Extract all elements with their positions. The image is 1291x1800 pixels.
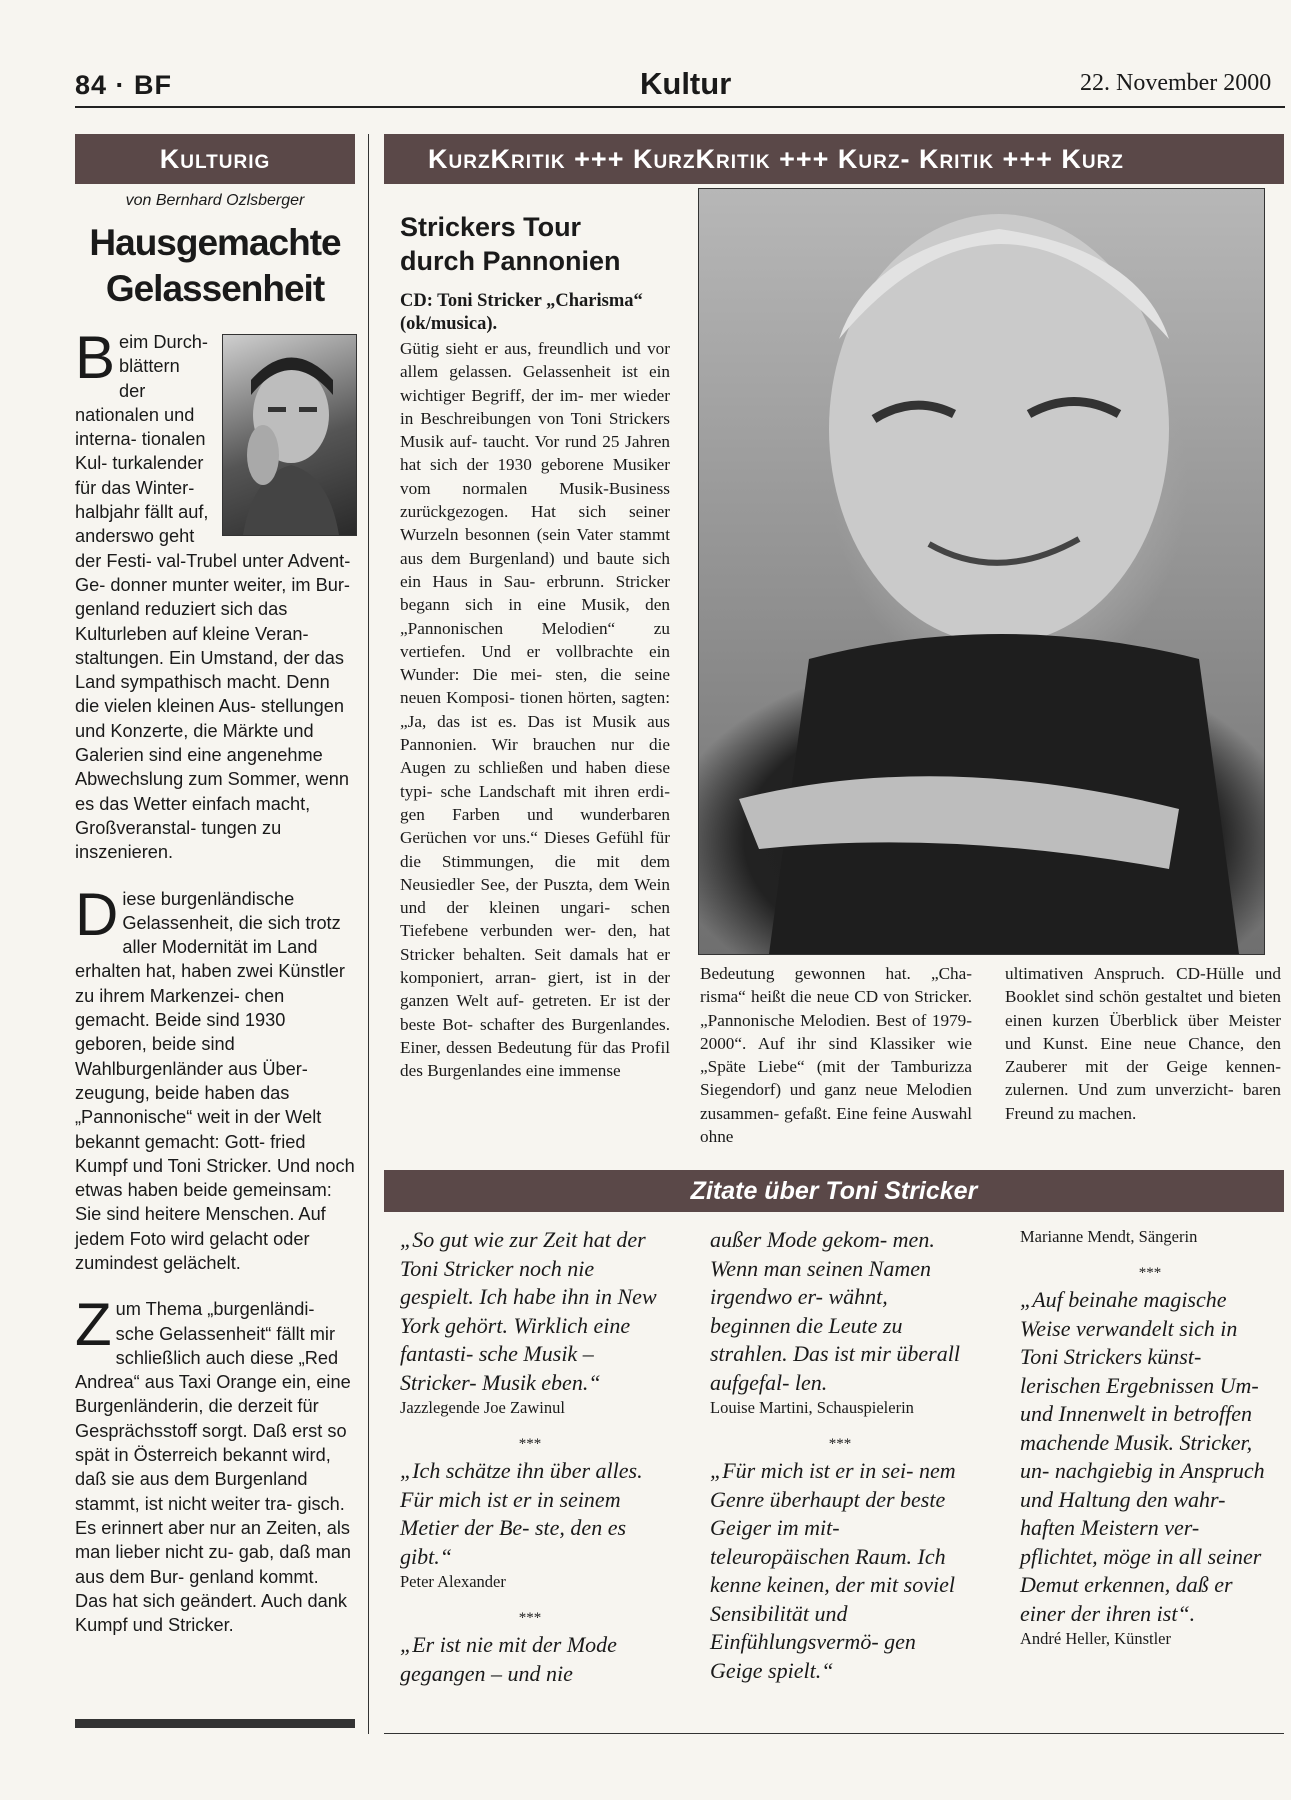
quote-source: Louise Martini, Schauspielerin [710,1398,914,1417]
page-number: 84 · BF [75,70,173,100]
header-rule [75,106,1285,108]
drop-cap: D [75,880,119,948]
separator-stars: *** [518,1610,542,1626]
quote-column-3 [1020,1226,1280,1650]
zitate-bottom-rule [384,1733,1284,1734]
article-title [400,210,621,278]
quote: „Für mich ist er in sei- nem Genre überhaupt der beste Geiger im mit- teleuropäischen Raum. Ich kenne keinen, der mit soviel Sensibilität und Einfühlungsvermö- gen Geige spielt.“ [710,1458,956,1683]
column-end-bar [75,1719,355,1728]
column-title: Kulturig [75,134,355,184]
section-title: Kultur [640,66,732,101]
author-portrait [222,334,357,536]
zitate-bar: Zitate über Toni Stricker [384,1170,1284,1212]
separator-stars: *** [828,1436,852,1452]
quote-source: Marianne Mendt, Sängerin [1020,1227,1198,1246]
issue-date: 22. November 2000 [1080,70,1272,96]
article-body-3: ultimativen Anspruch. CD-Hülle und Booklet sind schön gestaltet und bieten einen kurzen Überblick über Meister und Kunst. Eine neue Chance, den Zauberer mit der Geige kennen- zulernen. Und zum unverzicht- baren Freund zu machen. [1005,964,1281,1123]
quote: „Auf beinahe magische Weise verwandelt sich in Toni Strickers künst- lerischen Ergebnissen Um- und Innenwelt in betroffen machende Musik. Stricker, un- nachgiebig in Anspruch und Haltung den wahr- haften Meistern ver- pflichtet, möge in all seiner Demut erkennen, daß er einer der ihren ist“. [1020,1287,1265,1626]
title-line: Strickers Tour [400,212,582,242]
quote: „Ich schätze ihn über alles. Für mich ist er in seinem Metier der Be- ste, den es gibt.“ [400,1458,643,1569]
paragraph-3 [75,1291,355,1637]
drop-cap: Z [75,1291,112,1359]
quote: außer Mode gekom- men. Wenn man seinen Namen irgendwo er- wähnt, beginnen die Leute zu strahlen. Das ist mir überall aufgefal- len. [710,1227,960,1395]
quote-column-2 [710,1226,970,1685]
quote-source: Jazzlegende Joe Zawinul [400,1398,565,1417]
paragraph-text: um Thema „burgenländi- sche Gelassenheit“ fällt mir schließlich auch diese „Red Andrea“ aus Taxi Orange ein, eine Burgenländerin, die derzeit für Gesprächsstoff sorgt. Daß erst so spät in Österreich bekannt wird, daß sie aus dem Burgenland stammt, ist nicht weiter tra- gisch. Es erinnert aber nur an Zeiten, als man lieber nicht zu- gab, daß man aus dem Bur- genland kommt. Das hat sich geändert. Auch dank Kumpf und Stricker. [75,1299,351,1636]
column-rule [368,134,369,1734]
paragraph-text: eim Durch- blättern der nationalen und interna- tionalen Kul- turkalender für das Winter- halbjahr fällt auf, anderswo geht der Festi- val-Trubel unter Advent-Ge- donner munter weiter, im Bur- genland reduziert sich das Kulturleben auf kleine Veran- staltungen. Ein Umstand, der das Land sympathisch macht. Denn die vielen kleinen Aus- stellungen und Konzerte, die Märkte und Galerien sind eine angenehme Abwechslung zum Sommer, wenn es das Wetter einfach macht, Großveranstal- tungen zu inszenieren. [75,332,351,863]
title-line: durch Pannonien [400,246,621,276]
article-body-2: Bedeutung gewonnen hat. „Cha- risma“ heißt die neue CD von Stricker. „Pannonische Melodien. Best of 1979-2000“. Auf ihr sind Klassiker wie „Späte Liebe“ (mit der Tamburizza Siegendorf) und ganz neue Melodien zusammen- gefaßt. Eine feine Auswahl ohne [700,964,972,1147]
byline: von Bernhard Ozlsberger [125,192,305,209]
quote-source: André Heller, Künstler [1020,1629,1171,1648]
kurzkritik-bar: KurzKritik +++ KurzKritik +++ Kurz- Kritik +++ Kurz [384,134,1284,184]
quote: „So gut wie zur Zeit hat der Toni Stricker noch nie gespielt. Ich habe ihn in New York gehört. Wirklich eine fantasti- sche Musik – Stricker- Musik eben.“ [400,1227,657,1395]
quote-column-1 [400,1226,660,1688]
article-subtitle: CD: Toni Stricker „Charisma“ (ok/musica). [400,291,643,334]
separator-stars: *** [518,1436,542,1452]
quote: „Er ist nie mit der Mode gegangen – und nie [400,1632,617,1686]
toni-stricker-photo [698,188,1265,955]
portrait-illustration [223,335,356,535]
paragraph-2 [75,880,355,1276]
photo-illustration [699,189,1264,954]
kulturig-column [75,134,355,1734]
separator-stars: *** [1138,1265,1162,1281]
article-body-1: Gütig sieht er aus, freundlich und vor allem gelassen. Gelassenheit ist ein wichtiger Begriff, der im- mer wieder in Beschreibungen von Toni Strickers Musik auf- taucht. Vor rund 25 Jahren hat sich der 1930 geborene Musiker vom normalen Musik-Business zurückgezogen. Hat sich seiner Wurzeln besonnen (sein Vater stammt aus dem Burgenland) und baute sich ein Haus in Sau- erbrunn. Stricker begann sich in eine Musik, den „Pannonischen Melodien“ zu vertiefen. Und er vollbrachte ein Wunder: Die mei- sten, die seine neuen Komposi- tionen hörten, sagten: „Ja, das ist es. Das ist Musik aus Pannonien. Wir brauchen nur die Augen zu schließen und haben diese typi- sche Landschaft mit ihren erdi- gen Farben und wunderbaren Gerüchen vor uns.“ Dieses Gefühl für die Stimmungen, die mit dem Neusiedler See, der Puszta, dem Wein und der kleinen ungari- schen Tiefebene verbunden wer- den, hat Stricker behalten. Seit damals hat er komponiert, arran- giert, ist in der ganzen Welt auf- getreten. Er ist der beste Bot- schafter des Burgenlandes. Einer, dessen Bedeutung für das Profil des Burgenlandes eine immense [400,339,670,1081]
drop-cap: B [75,324,116,391]
quote-source: Peter Alexander [400,1572,506,1591]
paragraph-text: iese burgenländische Gelassenheit, die sich trotz aller Modernität im Land erhalten hat, haben zwei Künstler zu ihrem Markenzei- chen gemacht. Beide sind 1930 geboren, beide sind Wahlburgenländer aus Über- zeugung, beide haben das „Pannonische“ weit in der Welt bekannt gemacht: Gott- fried Kumpf und Toni Stricker. Und noch etwas haben beide gemeinsam: Sie sind heitere Menschen. Auf jedem Foto wird gelacht oder zumindest gelächelt. [75,888,355,1273]
headline: Hausgemachte Gelassenheit [89,222,341,309]
